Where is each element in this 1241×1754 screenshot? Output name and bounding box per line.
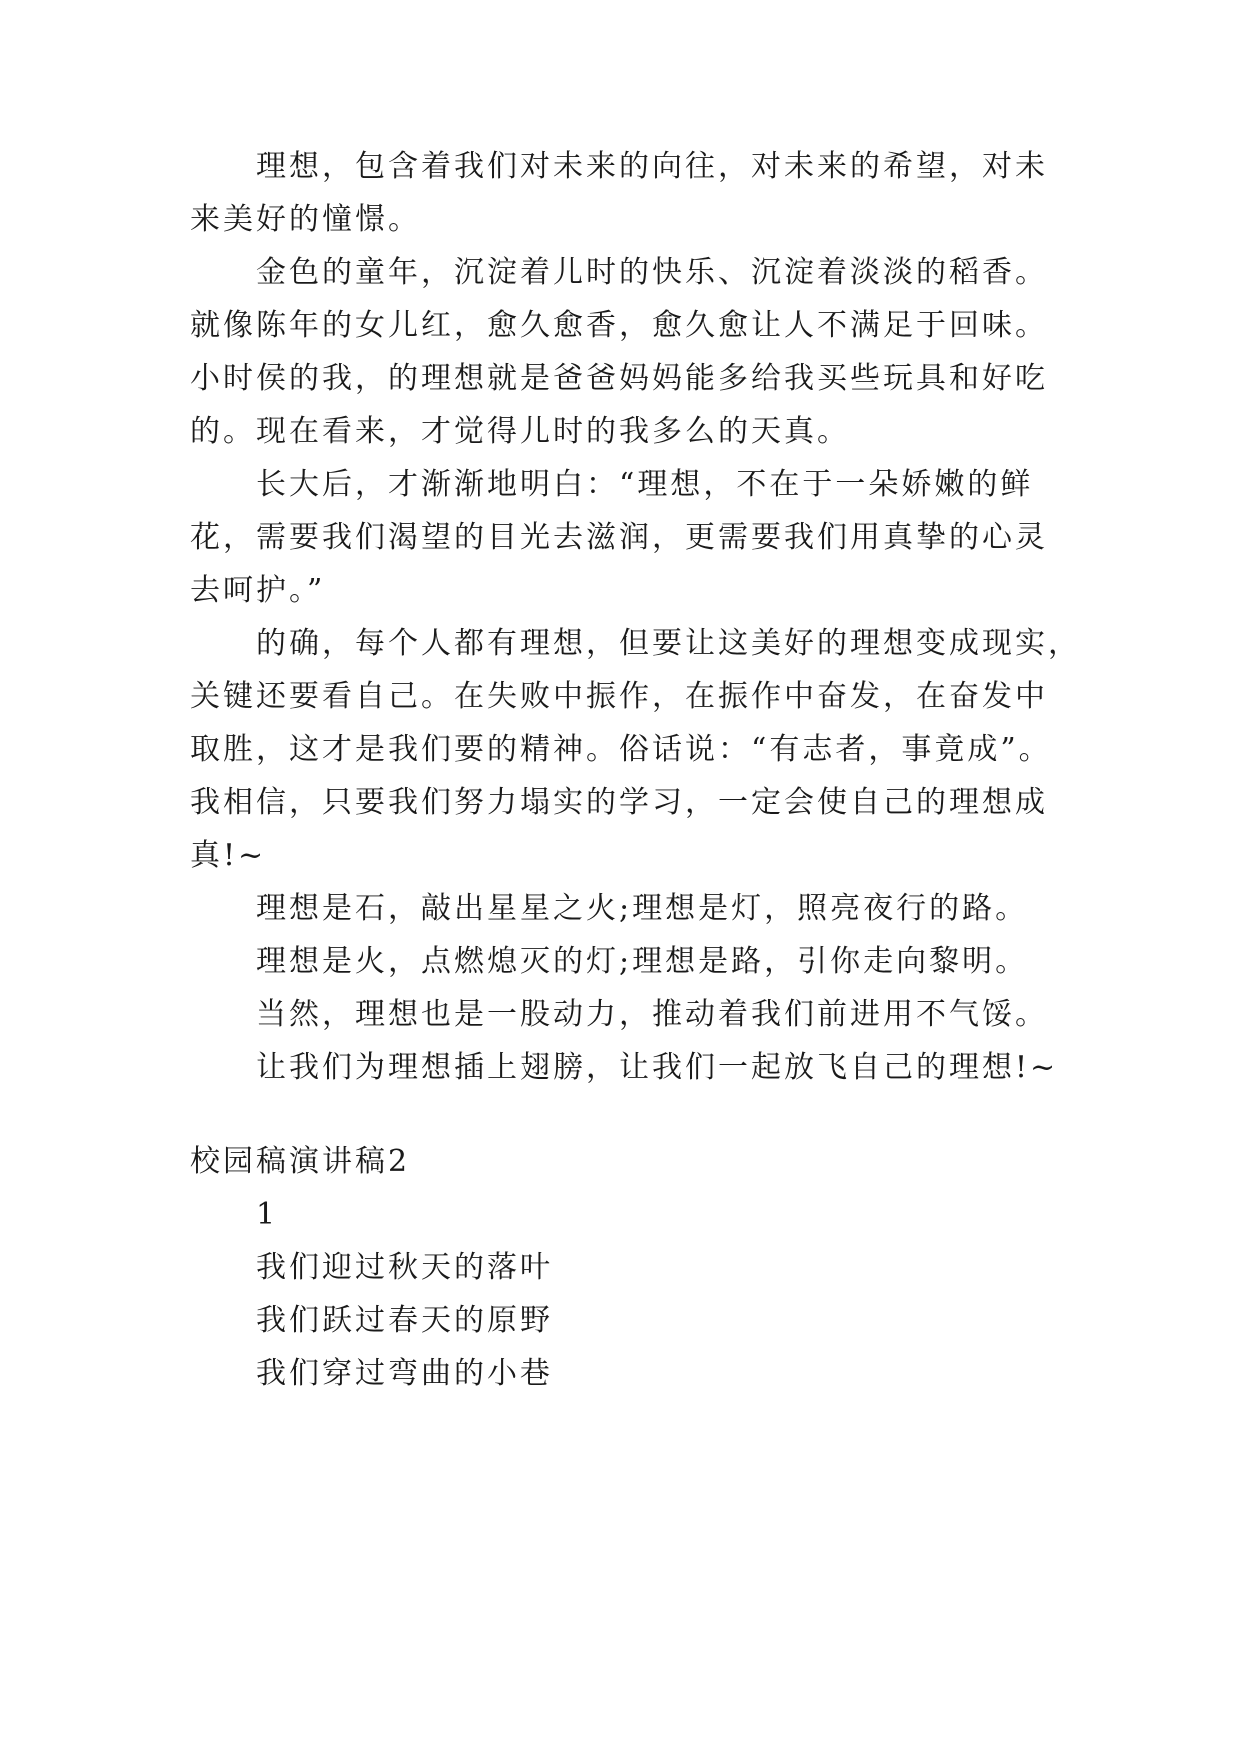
paragraph-line: 的。现在看来，才觉得儿时的我多么的天真。 <box>190 414 850 449</box>
section-number: 1 <box>256 1197 279 1232</box>
paragraph-line: 来美好的憧憬。 <box>190 202 421 237</box>
paragraph-line: 金色的童年，沉淀着儿时的快乐、沉淀着淡淡的稻香。 <box>256 255 1048 290</box>
poem-line: 我们迎过秋天的落叶 <box>256 1250 553 1285</box>
paragraph-line: 长大后，才渐渐地明白：“理想，不在于一朵娇嫩的鲜 <box>256 467 1034 502</box>
paragraph-line: 我相信，只要我们努力塌实的学习，一定会使自己的理想成 <box>190 785 1048 820</box>
paragraph-line: 花，需要我们渴望的目光去滋润，更需要我们用真挚的心灵 <box>190 520 1048 555</box>
paragraph-line: 理想，包含着我们对未来的向往，对未来的希望，对未 <box>256 149 1048 184</box>
paragraph-line: 当然，理想也是一股动力，推动着我们前进用不气馁。 <box>256 997 1048 1032</box>
poem-line: 我们跃过春天的原野 <box>256 1303 553 1338</box>
paragraph-line: 小时侯的我，的理想就是爸爸妈妈能多给我买些玩具和好吃 <box>190 361 1048 396</box>
section-heading: 校园稿演讲稿2 <box>190 1144 411 1179</box>
paragraph-line: 去呵护。” <box>190 573 326 608</box>
poem-line: 我们穿过弯曲的小巷 <box>256 1356 553 1391</box>
paragraph-line: 就像陈年的女儿红，愈久愈香，愈久愈让人不满足于回味。 <box>190 308 1048 343</box>
paragraph-line: 关键还要看自己。在失败中振作，在振作中奋发，在奋发中 <box>190 679 1048 714</box>
paragraph-line: 理想是火，点燃熄灭的灯;理想是路，引你走向黎明。 <box>256 944 1029 979</box>
paragraph-line: 取胜，这才是我们要的精神。俗话说：“有志者，事竟成”。 <box>190 732 1052 767</box>
paragraph-line: 理想是石，敲出星星之火;理想是灯，照亮夜行的路。 <box>256 891 1029 926</box>
paragraph-line: 让我们为理想插上翅膀，让我们一起放飞自己的理想!~ <box>256 1050 1059 1085</box>
paragraph-line: 的确，每个人都有理想，但要让这美好的理想变成现实， <box>256 626 1081 661</box>
paragraph-line: 真!~ <box>190 838 267 873</box>
